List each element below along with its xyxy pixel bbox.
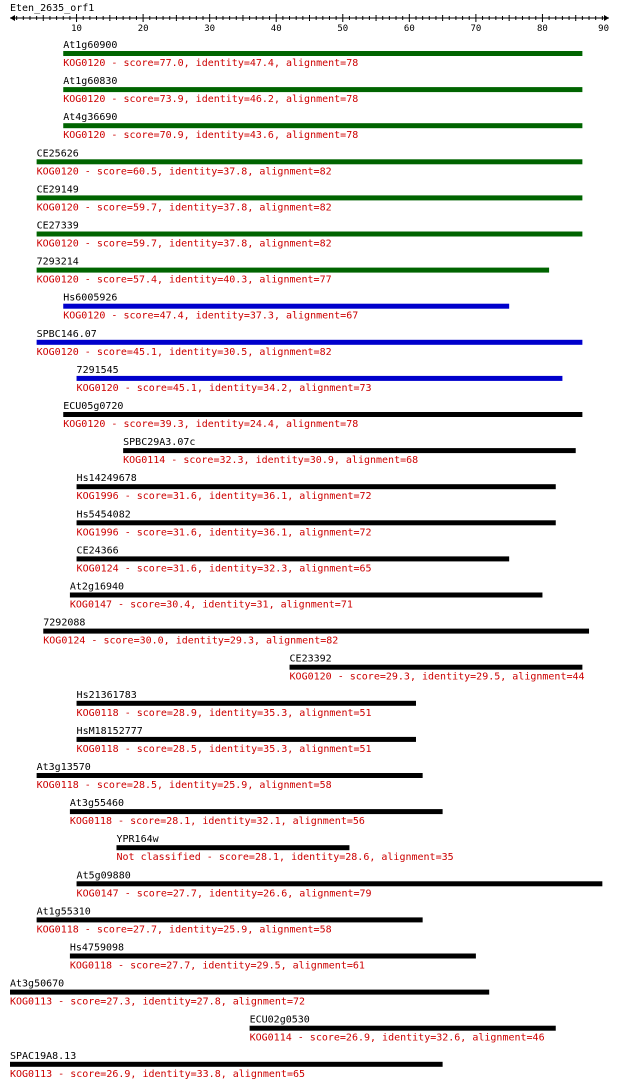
- hit-name: Hs14249678: [76, 473, 137, 485]
- hit-bar: [77, 701, 416, 706]
- hit-bar: [37, 340, 583, 345]
- hit-row: [37, 148, 583, 177]
- hit-bar: [77, 881, 603, 886]
- hit-name: CE27339: [36, 220, 79, 232]
- hit-bar: [77, 737, 416, 742]
- hit-name: ECU05g0720: [63, 401, 124, 412]
- hit-row: [250, 1015, 556, 1044]
- tick-label: 90: [598, 24, 609, 34]
- hit-row: [37, 184, 583, 213]
- hit-name: At2g16940: [69, 581, 125, 593]
- hit-name: HsM18152777: [76, 725, 143, 737]
- hit-row: [290, 654, 585, 683]
- hit-description: KOG0120 - score=39.3, identity=24.4, alignment=78: [63, 419, 359, 430]
- hit-description: KOG0120 - score=45.1, identity=30.5, alignment=82: [36, 346, 332, 358]
- hit-name: 7291545: [76, 364, 119, 376]
- hit-name: At1g55310: [36, 906, 91, 918]
- hit-name: YPR164w: [116, 834, 159, 846]
- hit-description: KOG0118 - score=28.1, identity=32.1, alignment=56: [69, 816, 365, 828]
- hit-list: [10, 40, 602, 1080]
- hit-row: [43, 618, 589, 647]
- hit-description: KOG1996 - score=31.6, identity=36.1, alignment=72: [76, 491, 372, 503]
- hit-row: [37, 906, 423, 935]
- hit-row: [63, 112, 582, 141]
- hit-description: KOG1996 - score=31.6, identity=36.1, alignment=72: [76, 527, 372, 539]
- query-label: Eten_2635_orf1: [10, 3, 95, 14]
- hit-name: At5g09880: [76, 870, 131, 882]
- tick-label: 80: [537, 24, 548, 34]
- tick-label: 40: [270, 24, 282, 34]
- hit-row: [63, 40, 582, 69]
- hit-bar: [37, 917, 423, 922]
- hit-bar: [63, 123, 582, 128]
- hit-name: 7293214: [36, 256, 79, 268]
- hit-bar: [10, 1062, 443, 1067]
- hit-bar: [37, 773, 423, 778]
- hit-row: [77, 726, 416, 755]
- hit-bar: [37, 195, 583, 200]
- hit-bar: [10, 990, 489, 995]
- hit-row: [77, 473, 556, 502]
- hit-description: KOG0113 - score=26.9, identity=33.8, alignment=65: [10, 1068, 306, 1080]
- hit-name: Hs5454082: [76, 509, 131, 521]
- hit-row: [63, 401, 582, 430]
- hit-row: [77, 690, 416, 719]
- hit-row: [37, 257, 549, 286]
- tick-label: 10: [71, 24, 82, 34]
- hit-description: KOG0120 - score=70.9, identity=43.6, alignment=78: [63, 130, 359, 142]
- hit-name: At3g50670: [10, 978, 65, 990]
- hit-row: [37, 221, 583, 250]
- hit-description: KOG0120 - score=45.1, identity=34.2, alignment=73: [76, 382, 372, 394]
- hit-name: SPAC19A8.13: [10, 1050, 77, 1062]
- hit-description: KOG0114 - score=32.3, identity=30.9, alignment=68: [123, 455, 419, 467]
- hit-description: KOG0120 - score=60.5, identity=37.8, alignment=82: [36, 166, 332, 178]
- hit-description: KOG0147 - score=30.4, identity=31, alignment=71: [69, 599, 353, 611]
- hit-row: [37, 329, 583, 358]
- tick-label: 30: [204, 24, 216, 34]
- hit-row: [116, 834, 453, 863]
- hit-name: Hs6005926: [63, 292, 118, 304]
- hit-bar: [70, 593, 543, 598]
- hit-bar: [63, 412, 582, 417]
- hit-name: At3g13570: [36, 762, 91, 773]
- hit-row: [63, 76, 582, 105]
- hit-description: KOG0120 - score=73.9, identity=46.2, alignment=78: [63, 94, 359, 106]
- hit-name: ECU02g0530: [249, 1014, 310, 1026]
- hit-row: [77, 870, 603, 899]
- hit-description: KOG0124 - score=31.6, identity=32.3, alignment=65: [76, 563, 372, 575]
- hit-description: KOG0120 - score=47.4, identity=37.3, alignment=67: [63, 310, 359, 322]
- axis-arrow-left: [10, 15, 15, 21]
- hit-description: KOG0147 - score=27.7, identity=26.6, alignment=79: [76, 888, 372, 900]
- axis-arrow-right: [604, 15, 609, 21]
- hit-name: Hs4759098: [69, 942, 125, 954]
- query-axis: [10, 14, 609, 34]
- hit-bar: [77, 520, 556, 525]
- tick-label: 70: [470, 24, 482, 34]
- hit-bar: [63, 304, 509, 309]
- hit-description: KOG0114 - score=26.9, identity=32.6, alignment=46: [249, 1032, 545, 1044]
- hit-name: CE29149: [36, 184, 79, 196]
- hit-name: At4g36690: [63, 112, 118, 124]
- hit-name: At1g60900: [63, 40, 118, 51]
- hit-row: [77, 545, 510, 574]
- tick-label: 60: [403, 24, 415, 34]
- hit-description: KOG0124 - score=30.0, identity=29.3, alignment=82: [43, 635, 339, 647]
- hit-row: [70, 798, 443, 827]
- hit-bar: [123, 448, 576, 453]
- hit-name: SPBC146.07: [36, 328, 97, 340]
- hit-row: [77, 365, 563, 394]
- hit-description: KOG0120 - score=29.3, identity=29.5, alignment=44: [289, 671, 585, 683]
- hit-bar: [70, 954, 476, 959]
- hit-name: 7292088: [43, 617, 86, 629]
- hit-description: KOG0120 - score=59.7, identity=37.8, alignment=82: [36, 202, 332, 214]
- hit-description: KOG0118 - score=28.5, identity=35.3, alignment=51: [76, 743, 372, 755]
- hit-description: KOG0118 - score=27.7, identity=29.5, alignment=61: [69, 960, 365, 972]
- hit-description: KOG0120 - score=59.7, identity=37.8, alignment=82: [36, 238, 332, 250]
- hit-name: At1g60830: [63, 76, 118, 88]
- hit-name: CE25626: [36, 148, 79, 160]
- hit-row: [63, 293, 509, 322]
- hit-name: At3g55460: [69, 798, 125, 810]
- hit-description: Not classified - score=28.1, identity=28.6, alignment=35: [116, 852, 454, 864]
- hit-description: KOG0120 - score=57.4, identity=40.3, alignment=77: [36, 274, 332, 286]
- hit-bar: [77, 484, 556, 489]
- hit-description: KOG0120 - score=77.0, identity=47.4, alignment=78: [63, 58, 359, 69]
- hit-row: [10, 1051, 443, 1080]
- hit-bar: [37, 232, 583, 237]
- hit-bar: [63, 51, 582, 56]
- hit-row: [10, 979, 489, 1008]
- hit-bar: [43, 629, 589, 634]
- tick-label: 50: [337, 24, 349, 34]
- hit-bar: [77, 376, 563, 381]
- hit-bar: [77, 556, 510, 561]
- hit-bar: [290, 665, 583, 670]
- hit-bar: [116, 845, 349, 850]
- hit-row: [123, 437, 576, 466]
- hit-description: KOG0118 - score=28.9, identity=35.3, alignment=51: [76, 707, 372, 719]
- hit-bar: [70, 809, 443, 814]
- hit-row: [70, 582, 543, 611]
- hit-name: SPBC29A3.07c: [123, 437, 196, 449]
- hit-row: [37, 762, 423, 791]
- hit-bar: [250, 1026, 556, 1031]
- hit-name: Hs21361783: [76, 689, 137, 701]
- hit-name: CE23392: [289, 653, 332, 665]
- hit-description: KOG0113 - score=27.3, identity=27.8, alignment=72: [10, 996, 306, 1008]
- hit-description: KOG0118 - score=28.5, identity=25.9, alignment=58: [36, 780, 332, 791]
- hit-bar: [63, 87, 582, 92]
- hit-row: [77, 509, 556, 538]
- hit-bar: [37, 268, 549, 273]
- hit-name: CE24366: [76, 545, 119, 557]
- tick-label: 20: [137, 24, 149, 34]
- hit-bar: [37, 159, 583, 164]
- hit-row: [70, 943, 476, 972]
- hit-description: KOG0118 - score=27.7, identity=25.9, alignment=58: [36, 924, 332, 936]
